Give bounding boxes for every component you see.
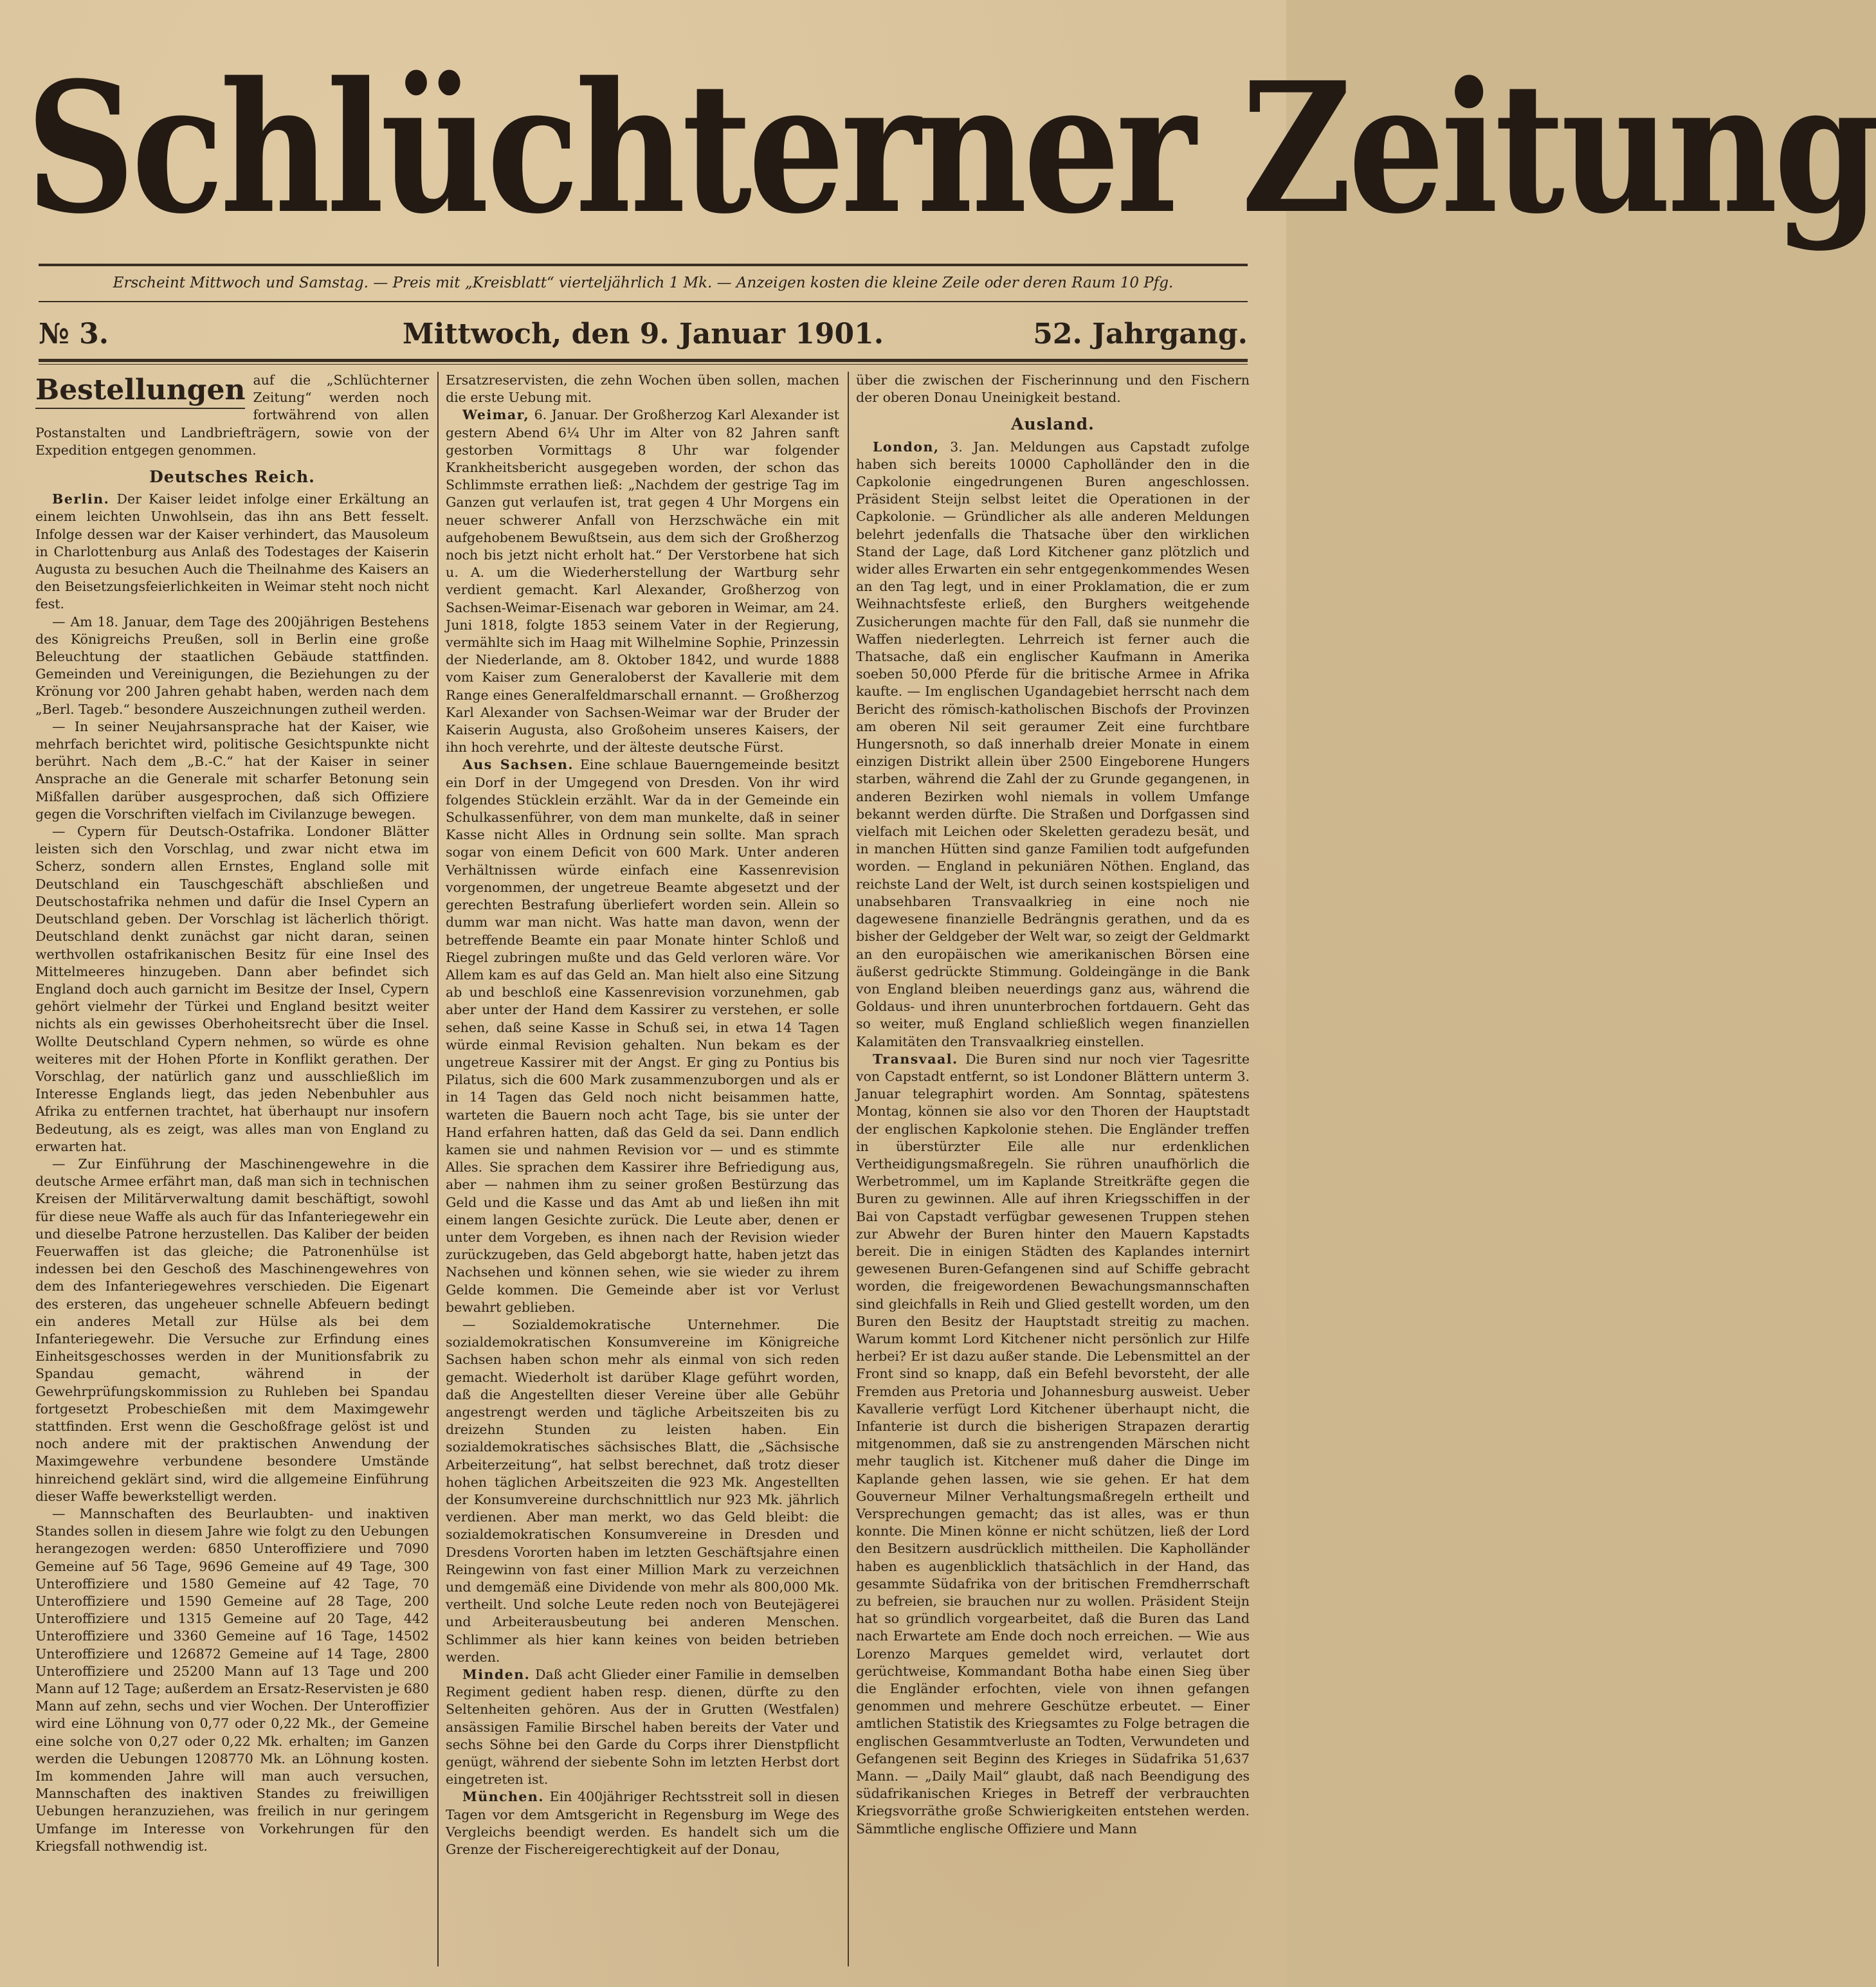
issue-number: № 3. — [39, 318, 109, 350]
article-text: Der Kaiser leidet infolge einer Erkältung an einem leichten Unwohlsein, das ihn ans Bett fesselt. Infolge dessen war der Kaiser verhindert, das Mausoleum in Charlottenburg aus Anlaß des Todestages der Kaiserin Augusta zu besuchen Auch die Theilnahme des Kaisers an den Beisetzungsfeierlichkeiten in Weimar steht noch nicht fest. — [35, 491, 429, 612]
dateline: München. — [462, 1789, 544, 1805]
dateline: Aus Sachsen. — [462, 757, 574, 773]
article-paragraph: über die zwischen der Fischerinnung und den Fischern der oberen Donau Uneinigkeit bestand. — [856, 372, 1250, 406]
column-divider — [848, 372, 849, 1966]
dateline: Berlin. — [52, 491, 110, 507]
article-paragraph: — Zur Einführung der Maschinengewehre in die deutsche Armee erfährt man, daß man sich in technischen Kreisen der Militärverwaltung damit beschäftigt, sowohl für diese neue Waffe als auch für das Infanteriegewehr ein und dieselbe Patrone herzustellen. Das Kaliber der beiden Feuerwaffen ist das gleiche; die Patronenhülse ist indessen bei den Geschoß des Maschinengewehres von dem des Infanteriegewehres verschieden. Die Eigenart des ersteren, das ungeheuer schnelle Abfeuern bedingt ein anderes Metall zur Hülse als bei dem Infanteriegewehr. Die Versuche zur Erfindung eines Einheitsgeschosses werden in der Munitionsfabrik zu Spandau gemacht, während in der Gewehrprüfungskommission zu Ruhleben bei Spandau fortgesetzt Probeschießen mit dem Maximgewehr stattfinden. Erst wenn die Geschoßfrage gelöst ist und noch andere mit der praktischen Anwendung der Maximgewehre verbundene besondere Umstände hinreichend geklärt sind, wird die allgemeine Einführung dieser Waffe bewerkstelligt werden. — [35, 1156, 429, 1504]
article-text: Daß acht Glieder einer Familie in demselben Regiment gedient haben resp. dienen, dürfte zu den Seltenheiten gehören. Aus der in Grutten (Westfalen) ansässigen Familie Birschel haben bereits der Vater und sechs Söhne bei den Garde du Corps ihrer Dienstpflicht genügt, während der siebente Sohn im letzten Herbst dort eingetreten ist. — [446, 1667, 839, 1788]
column-divider — [437, 372, 439, 1966]
article-text: 3. Jan. Meldungen aus Capstadt zufolge haben sich bereits 10000 Capholländer den in die Capkolonie eingedrungenen Buren angeschlossen. Präsident Steijn selbst leitet die Operationen in der Capkolonie. — Gründlicher als alle anderen Meldungen belehrt jedenfalls die Thatsache über den wirklichen Stand der Lage, daß Lord Kitchener ganz plötzlich und wider alles Erwarten ein sehr entgegenkommendes Wesen an den Tag legt, und in einer Proklamation, die er zum Weihnachtsfeste erließ, den Burghers weitgehende Zusicherungen machte für den Fall, daß sie nunmehr die Waffen niederlegten. Lehrreich ist ferner auch die Thatsache, daß ein englischer Kaufmann in Amerika soeben 50,000 Pferde für die britische Armee in Afrika kaufte. — Im englischen Ugandagebiet herrscht nach dem Bericht des römisch-katholischen Bischofs der Provinzen am oberen Nil seit geraumer Zeit eine furchtbare Hungersnoth, so daß innerhalb dreier Monate in einem einzigen Distrikt allein über 2500 Eingeborene Hungers starben, während die Zahl der zu Grunde gegangenen, in anderen Bezirken wohl niemals in vollem Umfange bekannt werden dürfte. Die Straßen und Dorfgassen sind vielfach mit Leichen oder Skeletten geradezu besät, und in manchen Hütten sind ganze Familien todt aufgefunden worden. — England in pekuniären Nöthen. England, das reichste Land der Welt, ist durch seinen kostspieligen und unabsehbaren Transvaalkrieg in eine noch nie dagewesene finanzielle Bedrängnis gerathen, und da es bisher der Geldgeber der Welt war, so zeigt der Geldmarkt an den europäischen wie amerikanischen Börsen eine äußerst gedrückte Stimmung. Goldeingänge in die Bank von England bleiben neuerdings ganz aus, während die Goldaus- und ihren ununterbrochen fortdauern. Geht das so weiter, muß England schließlich wegen finanziellen Kalamitäten den Transvaalkrieg einstellen. — [856, 439, 1250, 1049]
article-text: 6. Januar. Der Großherzog Karl Alexander ist gestern Abend 6¼ Uhr im Alter von 82 Jahren sanft gestorben Vormittags 8 Uhr war folgender Krankheitsbericht ausgegeben worden, der schon das Schlimmste errathen ließ: „Nachdem der gestrige Tag im Ganzen gut verlaufen ist, trat gegen 4 Uhr Morgens ein neuer schwerer Anfall von Herzschwäche ein mit aufgehobenem Bewußtsein, aus dem sich der Großherzog noch bis jetzt nicht erholt hat.“ Der Verstorbene hat sich u. A. um die Wiederherstellung der Wartburg sehr verdient gemacht. Karl Alexander, Großherzog von Sachsen-Weimar-Eisenach war geboren in Weimar, am 24. Juni 1818, folgte 1853 seinem Vater in der Regierung, vermählte sich im Haag mit Wilhelmine Sophie, Prinzessin der Niederlande, am 8. Oktober 1842, und wurde 1888 vom Kaiser zum Generaloberst der Kavallerie mit dem Range eines Generalfeldmarschall ernannt. — Großherzog Karl Alexander von Sachsen-Weimar war der Bruder der Kaiserin Augusta, also Großoheim unseres Kaisers, der ihn hoch verehrte, und der älteste deutsche Fürst. — [446, 407, 839, 756]
rule-top — [39, 264, 1248, 266]
article-paragraph — [856, 1051, 1250, 1838]
section-heading-deutsches-reich: Deutsches Reich. — [149, 467, 315, 487]
article-paragraph: — Am 18. Januar, dem Tage des 200jährigen Bestehens des Königreichs Preußen, soll in Berlin eine große Beleuchtung der staatlichen Gebäude stattfinden. Gemeinden und Vereinigungen, die Beziehungen zu der Krönung vor 200 Jahren gehabt haben, werden nach dem „Berl. Tageb.“ besondere Auszeichnungen zutheil werden. — [35, 613, 429, 717]
rule-mid — [39, 301, 1248, 302]
issue-bar — [39, 315, 1248, 354]
dateline: Transvaal. — [873, 1051, 958, 1067]
column-1 — [35, 372, 429, 1966]
rule-bottom-thin — [39, 364, 1248, 365]
article-paragraph — [35, 491, 429, 613]
issue-date: Mittwoch, den 9. Januar 1901. — [402, 318, 884, 350]
article-paragraph — [856, 439, 1250, 1051]
dateline: Weimar, — [462, 407, 530, 423]
article-paragraph: — Sozialdemokratische Unternehmer. Die sozialdemokratischen Konsumvereine im Königreiche Sachsen haben schon mehr als einmal von sich reden gemacht. Wiederholt ist darüber Klage geführt worden, daß die Angestellten dieser Vereine über alle Gebühr angestrengt werden und tägliche Arbeitszeiten bis zu dreizehn Stunden zu leisten haben. Ein sozialdemokratisches sächsisches Blatt, die „Sächsische Arbeiterzeitung“, hat selbst berechnet, daß trotz dieser hohen täglichen Arbeitszeiten die 923 Mk. Angestellten der Konsumvereine durchschnittlich nur 923 Mk. jährlich verdienen. Aber man merkt, wo das Geld bleibt: die sozialdemokratischen Konsumvereine in Dresden und Dresdens Vororten haben im letzten Geschäftsjahre einen Reingewinn von fast einer Million Mark zu verzeichnen und demgemäß eine Dividende von mehr als 800,000 Mk. vertheilt. Und solche Leute reden noch von Beutejägerei und Arbeiterausbeutung bei anderen Menschen. Schlimmer als hier kann keines von beiden betrieben werden. — [446, 1316, 839, 1665]
article-paragraph — [446, 1666, 839, 1788]
article-paragraph: — In seiner Neujahrsansprache hat der Kaiser, wie mehrfach berichtet wird, politische Gesichtspunkte nicht berührt. Nach dem „B.-C.“ hat der Kaiser in seiner Ansprache an die Generale mit scharfer Betonung sein Mißfallen darüber ausgesprochen, daß sich Offiziere gegen die Vorschriften vielfach im Civilanzuge bewegen. — [35, 718, 429, 822]
column-3 — [856, 372, 1250, 1966]
subscription-notice — [35, 372, 429, 459]
article-paragraph — [446, 756, 839, 1316]
dateline: London, — [873, 439, 940, 455]
article-text: Ein 400jähriger Rechtsstreit soll in diesen Tagen vor dem Amtsgericht in Regensburg im Wege des Vergleichs beendigt werden. Es handelt sich um die Grenze der Fischereigerechtigkeit auf der Donau, — [446, 1789, 839, 1858]
article-paragraph: Ersatzreservisten, die zehn Wochen üben sollen, machen die erste Uebung mit. — [446, 372, 839, 406]
columns — [35, 372, 1251, 1966]
issue-year: 52. Jahrgang. — [1033, 318, 1248, 350]
article-paragraph — [446, 406, 839, 756]
dateline: Minden. — [462, 1667, 531, 1683]
masthead-title: Schlüchterner Zeitung — [26, 42, 1876, 254]
subscription-heading: Bestellungen — [35, 374, 245, 409]
article-paragraph — [446, 1788, 839, 1858]
section-heading-ausland: Ausland. — [1011, 415, 1095, 434]
subscription-text: auf die „Schlüchterner Zeitung“ werden noch fortwährend von allen Postanstalten und Landbriefträgern, sowie von der Expedition entgegen genommen. — [35, 372, 429, 458]
tagline: Erscheint Mittwoch und Samstag. — Preis mit „Kreisblatt“ vierteljährlich 1 Mk. — Anzeigen kosten die kleine Zeile oder deren Raum 10 Pfg. — [113, 275, 1174, 291]
article-paragraph: — Cypern für Deutsch-Ostafrika. Londoner Blätter leisten sich den Vorschlag, und zwar nicht etwa im Scherz, sondern allen Ernstes, England solle mit Deutschland ein Tauschgeschäft abschließen und Deutschostafrika nehmen und dafür die Insel Cypern an Deutschland geben. Der Vorschlag ist lächerlich thörigt. Deutschland denkt zunächst gar nicht daran, seinen werthvollen ostafrikanischen Besitz für eine Insel des Mittelmeeres hinzugeben. Dann aber befindet sich England doch auch garnicht im Besitze der Insel, Cypern gehört vielmehr der Türkei und England besitzt weiter nichts als ein gewisses Oberhoheitsrecht über die Insel. Wollte Deutschland Cypern nehmen, so würde es ohne weiteres mit der Hohen Pforte in Konflikt gerathen. Der Vorschlag, der natürlich ganz und ausschließlich im Interesse Englands liegt, das jeden Nebenbuhler aus Afrika zu entfernen trachtet, hat überhaupt nur insofern Bedeutung, als es zeigt, was alles man von England zu erwarten hat. — [35, 824, 429, 1154]
article-text: Die Buren sind nur noch vier Tagesritte von Capstadt entfernt, so ist Londoner Blättern unterm 3. Januar telegraphirt worden. Am Sonntag, spätestens Montag, können sie also vor den Thoren der Hauptstadt der englischen Kapkolonie stehen. Die Engländer treffen in überstürzter Eile alle nur erdenklichen Vertheidigungsmaßregeln. Sie rühren unaufhörlich die Werbetrommel, um im Kaplande Streitkräfte gegen die Buren zu gewinnen. Alle auf ihren Kriegsschiffen in der Bai von Capstadt verfügbar gewesenen Truppen stehen zur Abwehr der Buren hinter den Mauern Kapstadts bereit. Die in einigen Städten des Kaplandes internirt gewesenen Buren-Gefangenen sind auf Schiffe gebracht worden, die freigewordenen Bewachungsmannschaften sind gleichfalls in Reih und Glied gestellt worden, um den Buren den Besitz der Hauptstadt streitig zu machen. Warum kommt Lord Kitchener nicht persönlich zur Hilfe herbei? Er ist dazu außer stande. Die Lebensmittel an der Front sind so knapp, daß ein Befehl bevorsteht, der alle Fremden aus Pretoria und Johannesburg ausweist. Ueber Kavallerie verfügt Lord Kitchener überhaupt nicht, die Infanterie ist durch die bisherigen Strapazen derartig mitgenommen, daß sie zu anstrengenden Märschen nicht mehr tauglich ist. Kitchener muß daher die Dinge im Kaplande gehen lassen, wie sie gehen. Er hat dem Gouverneur Milner Verhaltungsmaßregeln ertheilt und Versprechungen gemacht; das ist alles, was er thun konnte. Die Minen könne er nicht schützen, ließ der Lord den Besitzern ausdrücklich mittheilen. Die Kapholländer haben es augenblicklich thatsächlich in der Hand, das gesammte Südafrika von der britischen Fremdherrschaft zu befreien, sie brauchen nur zu wollen. Präsident Steijn hat so gründlich vorgearbeitet, daß die Buren das Land nach Erwartete am Ende doch noch erreichen. — Wie aus Lorenzo Marques gemeldet wird, verlautet dort gerüchtweise, Kommandant Botha habe einen Sieg über die Engländer erfochten, viele von ihnen gefangen genommen und mehrere Geschütze erbeutet. — Einer amtlichen Statistik des Kriegsamtes zu Folge betragen die englischen Gesammtverluste an Todten, Verwundeten und Gefangenen seit Beginn des Krieges in Südafrika 51,637 Mann. — „Daily Mail“ glaubt, daß nach Beendigung des südafrikanischen Krieges in Betreff der verbrauchten Kriegsvorräthe große Schwierigkeiten entstehen werden. Sämmtliche englische Offiziere und Mann — [856, 1051, 1250, 1837]
column-2 — [446, 372, 839, 1966]
article-text: Eine schlaue Bauerngemeinde besitzt ein Dorf in der Umgegend von Dresden. Von ihr wird folgendes Stücklein erzählt. War da in der Gemeinde ein Schulkassenführer, von dem man munkelte, daß in seiner Kasse nicht Alles in Ordnung sein sollte. Man sprach sogar von einem Deficit von 600 Mark. Unter anderen Verhältnissen würde einfach eine Kassenrevision vorgenommen, der ungetreue Beamte abgesetzt und der gerechten Bestrafung überliefert worden sein. Allein so dumm war man nicht. Was hatte man davon, wenn der betreffende Beamte ein paar Monate hinter Schloß und Riegel zubringen mußte und das Geld verloren wäre. Vor Allem kam es auf das Geld an. Man hielt also eine Sitzung ab und beschloß eine Kassenrevision vorzunehmen, gab aber unter der Hand dem Kassirer zu verstehen, er solle sehen, daß seine Kasse in Schuß sei, in etwa 14 Tagen würde einmal Revision gehalten. Nun bekam es der ungetreue Kassirer mit der Angst. Er ging zu Pontius bis Pilatus, sich die 600 Mark zusammenzuborgen und als er in 14 Tagen das Geld noch nicht beisammen hatte, warteten die Bauern noch acht Tage, bis sie unter der Hand erfahren hatten, daß das Geld da sei. Dann endlich kamen sie und nahmen Revision vor — und es stimmte Alles. Sie sprachen dem Kassirer ihre Befriedigung aus, aber — nahmen ihm zu seiner großen Bestürzung das Geld und die Kasse und das Amt ab und ließen ihn mit einem langen Gesichte zurück. Die Leute aber, denen er unter dem Vorgeben, es ihnen nach der Revision wieder zurückzugeben, das Geld abgeborgt hatte, haben jetzt das Nachsehen und können sehen, wie sie wieder zu ihrem Gelde kommen. Die Gemeinde aber ist vor Verlust bewahrt geblieben. — [446, 757, 839, 1315]
article-paragraph: — Mannschaften des Beurlaubten- und inaktiven Standes sollen in diesem Jahre wie folgt zu den Uebungen herangezogen werden: 6850 Unteroffiziere und 7090 Gemeine auf 56 Tage, 9696 Gemeine auf 49 Tage, 300 Unteroffiziere und 1580 Gemeine auf 42 Tage, 70 Unteroffiziere und 1590 Gemeine auf 28 Tage, 200 Unteroffiziere und 1315 Gemeine auf 20 Tage, 442 Unteroffiziere und 3360 Gemeine auf 16 Tage, 14502 Unteroffiziere und 126872 Gemeine auf 14 Tage, 2800 Unteroffiziere und 25200 Mann auf 13 Tage und 200 Mann auf 12 Tage; außerdem an Ersatz-Reservisten je 680 Mann auf zehn, sechs und vier Wochen. Der Unteroffizier wird eine Löhnung von 0,77 oder 0,22 Mk., der Gemeine eine solche von 0,27 oder 0,22 Mk. erhalten; im Ganzen werden die Uebungen 1208770 Mk. an Löhnung kosten. Im kommenden Jahre will man auch versuchen, Mannschaften des inaktiven Standes zu freiwilligen Uebungen heranzuziehen, was freilich in nur geringem Umfange im Interesse von Vorkehrungen für den Kriegsfall nothwendig ist. — [35, 1506, 429, 1854]
rule-bottom-thick — [39, 359, 1248, 362]
